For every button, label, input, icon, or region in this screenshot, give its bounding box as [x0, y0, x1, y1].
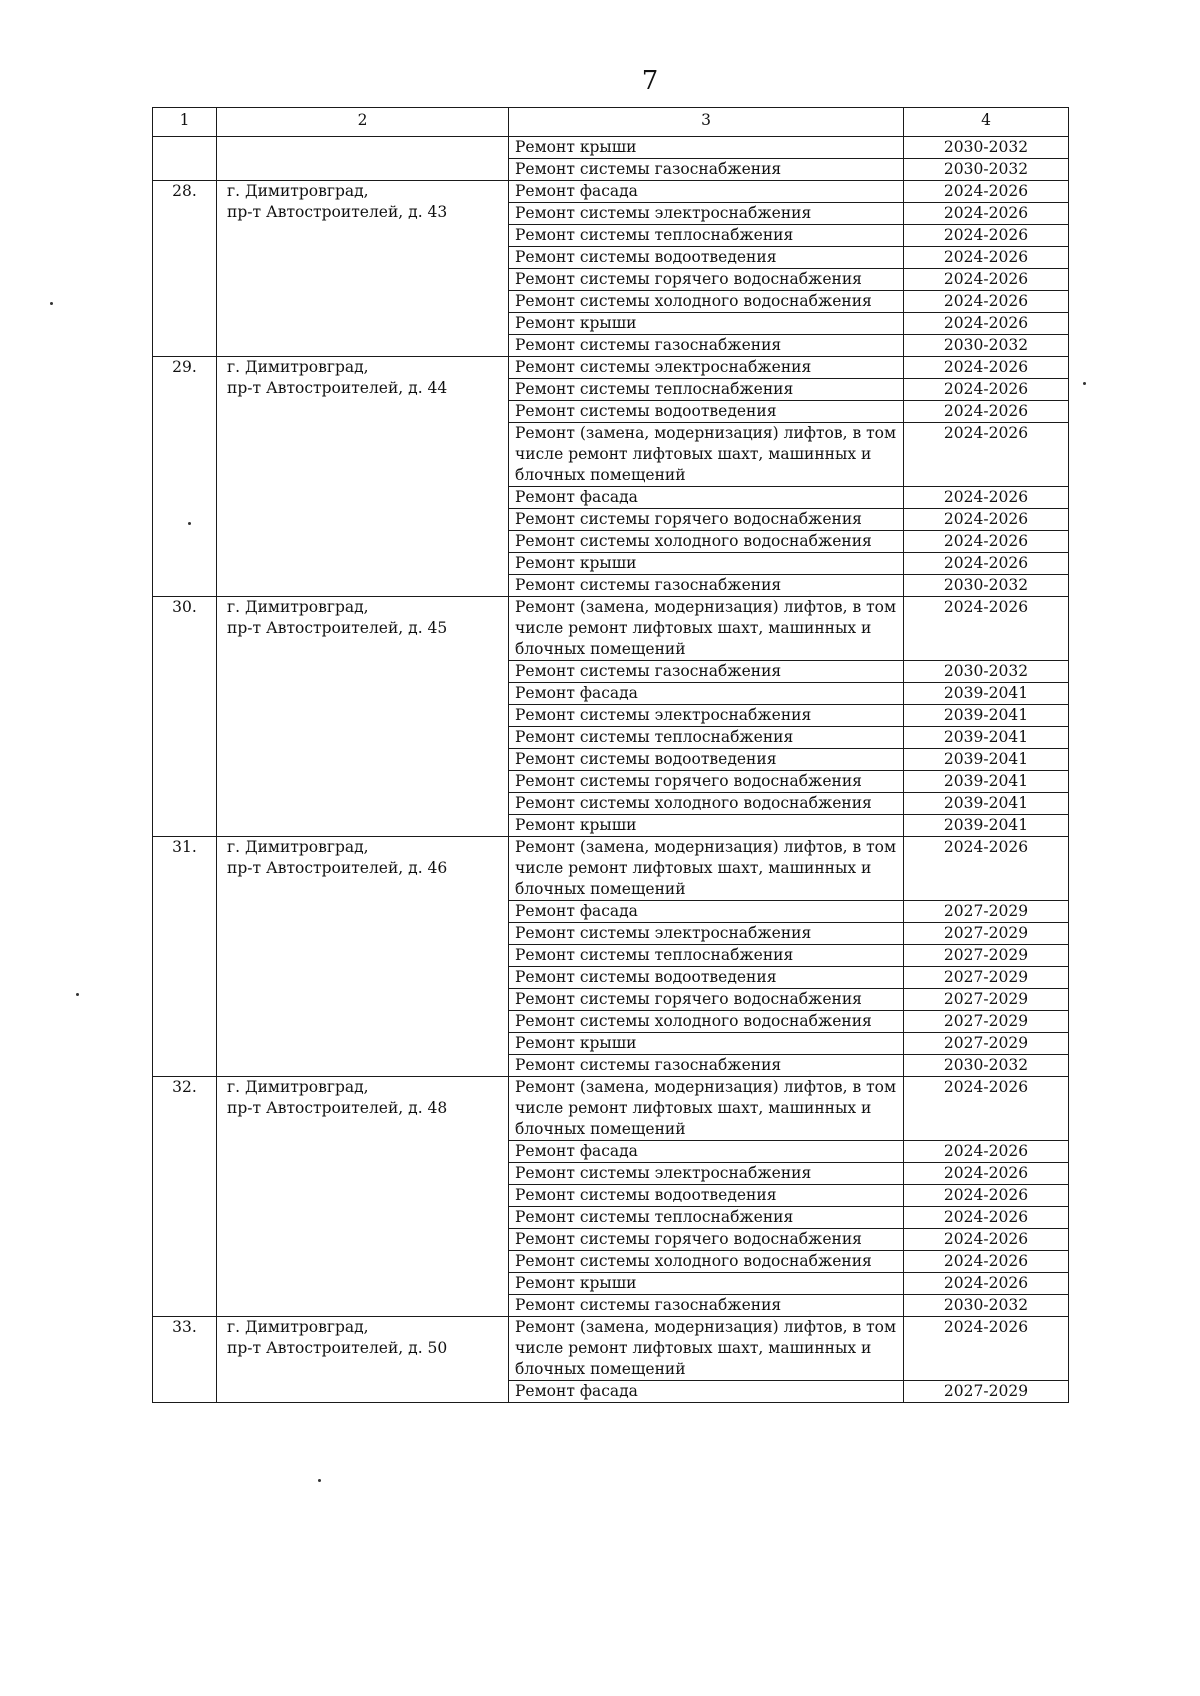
- work-type-cell: Ремонт крыши: [509, 137, 904, 159]
- address-line: пр-т Автостроителей, д. 50: [227, 1339, 448, 1357]
- row-number: 32.: [153, 1077, 217, 1317]
- work-type-cell: Ремонт системы теплоснабжения: [509, 727, 904, 749]
- address-line: г. Димитровград,: [227, 598, 369, 616]
- period-cell: 2024-2026: [904, 225, 1069, 247]
- address-cell: [217, 181, 509, 357]
- period-cell: 2024-2026: [904, 423, 1069, 487]
- work-type-cell: Ремонт фасада: [509, 181, 904, 203]
- work-type-cell: Ремонт системы теплоснабжения: [509, 1207, 904, 1229]
- period-cell: 2027-2029: [904, 1381, 1069, 1403]
- work-type-cell: Ремонт (замена, модернизация) лифтов, в том числе ремонт лифтовых шахт, машинных и блочных помещений: [509, 1077, 904, 1141]
- work-type-cell: Ремонт фасада: [509, 901, 904, 923]
- period-cell: 2027-2029: [904, 967, 1069, 989]
- row-number: 33.: [153, 1317, 217, 1403]
- period-cell: 2024-2026: [904, 247, 1069, 269]
- work-type-cell: Ремонт (замена, модернизация) лифтов, в том числе ремонт лифтовых шахт, машинных и блочных помещений: [509, 837, 904, 901]
- period-cell: 2024-2026: [904, 203, 1069, 225]
- address-line: г. Димитровград,: [227, 838, 369, 856]
- work-type-cell: Ремонт системы водоотведения: [509, 749, 904, 771]
- header-col-1: 1: [153, 108, 217, 137]
- period-cell: 2030-2032: [904, 137, 1069, 159]
- row-number: [153, 137, 217, 181]
- period-cell: 2027-2029: [904, 923, 1069, 945]
- address-cell: [217, 357, 509, 597]
- repair-schedule-table: [152, 107, 1069, 1403]
- work-type-cell: Ремонт системы горячего водоснабжения: [509, 1229, 904, 1251]
- table-row: [153, 1077, 1069, 1141]
- table-row: [153, 1317, 1069, 1381]
- work-type-cell: Ремонт фасада: [509, 1141, 904, 1163]
- table-row: [153, 597, 1069, 661]
- work-type-cell: Ремонт фасада: [509, 683, 904, 705]
- table-row: [153, 181, 1069, 203]
- period-cell: 2039-2041: [904, 727, 1069, 749]
- work-type-cell: Ремонт крыши: [509, 1273, 904, 1295]
- period-cell: 2027-2029: [904, 1011, 1069, 1033]
- work-type-cell: Ремонт крыши: [509, 553, 904, 575]
- period-cell: 2030-2032: [904, 159, 1069, 181]
- period-cell: 2030-2032: [904, 575, 1069, 597]
- period-cell: 2024-2026: [904, 1185, 1069, 1207]
- work-type-cell: Ремонт системы газоснабжения: [509, 335, 904, 357]
- period-cell: 2039-2041: [904, 705, 1069, 727]
- period-cell: 2024-2026: [904, 291, 1069, 313]
- period-cell: 2024-2026: [904, 1229, 1069, 1251]
- period-cell: 2024-2026: [904, 1207, 1069, 1229]
- work-type-cell: Ремонт системы газоснабжения: [509, 575, 904, 597]
- work-type-cell: Ремонт крыши: [509, 815, 904, 837]
- scan-speck: [318, 1479, 321, 1482]
- work-type-cell: Ремонт системы водоотведения: [509, 401, 904, 423]
- period-cell: 2024-2026: [904, 1141, 1069, 1163]
- address-line: г. Димитровград,: [227, 1078, 369, 1096]
- work-type-cell: Ремонт системы холодного водоснабжения: [509, 1011, 904, 1033]
- work-type-cell: Ремонт системы газоснабжения: [509, 1055, 904, 1077]
- address-line: пр-т Автостроителей, д. 45: [227, 619, 448, 637]
- period-cell: 2024-2026: [904, 181, 1069, 203]
- row-number: 28.: [153, 181, 217, 357]
- work-type-cell: Ремонт системы теплоснабжения: [509, 379, 904, 401]
- address-line: г. Димитровград,: [227, 182, 369, 200]
- period-cell: 2024-2026: [904, 379, 1069, 401]
- period-cell: 2027-2029: [904, 989, 1069, 1011]
- period-cell: 2027-2029: [904, 901, 1069, 923]
- work-type-cell: Ремонт системы теплоснабжения: [509, 225, 904, 247]
- period-cell: 2024-2026: [904, 597, 1069, 661]
- address-cell: [217, 137, 509, 181]
- work-type-cell: Ремонт фасада: [509, 1381, 904, 1403]
- period-cell: 2024-2026: [904, 1077, 1069, 1141]
- work-type-cell: Ремонт системы газоснабжения: [509, 159, 904, 181]
- work-type-cell: Ремонт системы водоотведения: [509, 967, 904, 989]
- page-number: 7: [641, 66, 659, 96]
- work-type-cell: Ремонт системы холодного водоснабжения: [509, 1251, 904, 1273]
- address-line: пр-т Автостроителей, д. 44: [227, 379, 448, 397]
- work-type-cell: Ремонт (замена, модернизация) лифтов, в том числе ремонт лифтовых шахт, машинных и блочных помещений: [509, 597, 904, 661]
- period-cell: 2027-2029: [904, 1033, 1069, 1055]
- scan-speck: [188, 522, 191, 525]
- period-cell: 2030-2032: [904, 335, 1069, 357]
- scan-speck: [76, 993, 79, 996]
- work-type-cell: Ремонт системы газоснабжения: [509, 1295, 904, 1317]
- period-cell: 2024-2026: [904, 269, 1069, 291]
- period-cell: 2024-2026: [904, 487, 1069, 509]
- period-cell: 2027-2029: [904, 945, 1069, 967]
- header-row: [153, 108, 1069, 137]
- work-type-cell: Ремонт системы водоотведения: [509, 1185, 904, 1207]
- period-cell: 2024-2026: [904, 1317, 1069, 1381]
- work-type-cell: Ремонт системы холодного водоснабжения: [509, 531, 904, 553]
- work-type-cell: Ремонт системы холодного водоснабжения: [509, 291, 904, 313]
- work-type-cell: Ремонт системы горячего водоснабжения: [509, 989, 904, 1011]
- work-type-cell: Ремонт фасада: [509, 487, 904, 509]
- table-header: [153, 108, 1069, 137]
- row-number: 30.: [153, 597, 217, 837]
- work-type-cell: Ремонт (замена, модернизация) лифтов, в том числе ремонт лифтовых шахт, машинных и блочных помещений: [509, 423, 904, 487]
- row-number: 31.: [153, 837, 217, 1077]
- period-cell: 2024-2026: [904, 401, 1069, 423]
- address-cell: [217, 1077, 509, 1317]
- work-type-cell: Ремонт системы электроснабжения: [509, 203, 904, 225]
- period-cell: 2024-2026: [904, 837, 1069, 901]
- period-cell: 2039-2041: [904, 683, 1069, 705]
- period-cell: 2024-2026: [904, 1273, 1069, 1295]
- address-cell: [217, 1317, 509, 1403]
- period-cell: 2039-2041: [904, 749, 1069, 771]
- table-row: [153, 837, 1069, 901]
- period-cell: 2024-2026: [904, 1163, 1069, 1185]
- address-line: пр-т Автостроителей, д. 43: [227, 203, 448, 221]
- work-type-cell: Ремонт системы электроснабжения: [509, 357, 904, 379]
- work-type-cell: Ремонт (замена, модернизация) лифтов, в том числе ремонт лифтовых шахт, машинных и блочных помещений: [509, 1317, 904, 1381]
- address-line: г. Димитровград,: [227, 1318, 369, 1336]
- table-row: [153, 137, 1069, 159]
- work-type-cell: Ремонт системы водоотведения: [509, 247, 904, 269]
- address-line: пр-т Автостроителей, д. 46: [227, 859, 448, 877]
- row-number: 29.: [153, 357, 217, 597]
- address-cell: [217, 597, 509, 837]
- period-cell: 2024-2026: [904, 313, 1069, 335]
- period-cell: 2024-2026: [904, 509, 1069, 531]
- scan-speck: [50, 302, 53, 305]
- table-body: [153, 137, 1069, 1403]
- work-type-cell: Ремонт системы газоснабжения: [509, 661, 904, 683]
- work-type-cell: Ремонт системы горячего водоснабжения: [509, 771, 904, 793]
- table-row: [153, 357, 1069, 379]
- address-line: пр-т Автостроителей, д. 48: [227, 1099, 448, 1117]
- work-type-cell: Ремонт системы холодного водоснабжения: [509, 793, 904, 815]
- period-cell: 2024-2026: [904, 1251, 1069, 1273]
- period-cell: 2030-2032: [904, 1295, 1069, 1317]
- period-cell: 2024-2026: [904, 357, 1069, 379]
- period-cell: 2039-2041: [904, 771, 1069, 793]
- work-type-cell: Ремонт крыши: [509, 313, 904, 335]
- header-col-3: 3: [509, 108, 904, 137]
- work-type-cell: Ремонт системы электроснабжения: [509, 923, 904, 945]
- header-col-2: 2: [217, 108, 509, 137]
- period-cell: 2024-2026: [904, 553, 1069, 575]
- header-col-4: 4: [904, 108, 1069, 137]
- work-type-cell: Ремонт системы горячего водоснабжения: [509, 509, 904, 531]
- address-line: г. Димитровград,: [227, 358, 369, 376]
- period-cell: 2030-2032: [904, 661, 1069, 683]
- work-type-cell: Ремонт системы электроснабжения: [509, 705, 904, 727]
- period-cell: 2024-2026: [904, 531, 1069, 553]
- scan-speck: [1083, 382, 1086, 385]
- work-type-cell: Ремонт крыши: [509, 1033, 904, 1055]
- work-type-cell: Ремонт системы электроснабжения: [509, 1163, 904, 1185]
- work-type-cell: Ремонт системы горячего водоснабжения: [509, 269, 904, 291]
- period-cell: 2030-2032: [904, 1055, 1069, 1077]
- work-type-cell: Ремонт системы теплоснабжения: [509, 945, 904, 967]
- period-cell: 2039-2041: [904, 815, 1069, 837]
- period-cell: 2039-2041: [904, 793, 1069, 815]
- address-cell: [217, 837, 509, 1077]
